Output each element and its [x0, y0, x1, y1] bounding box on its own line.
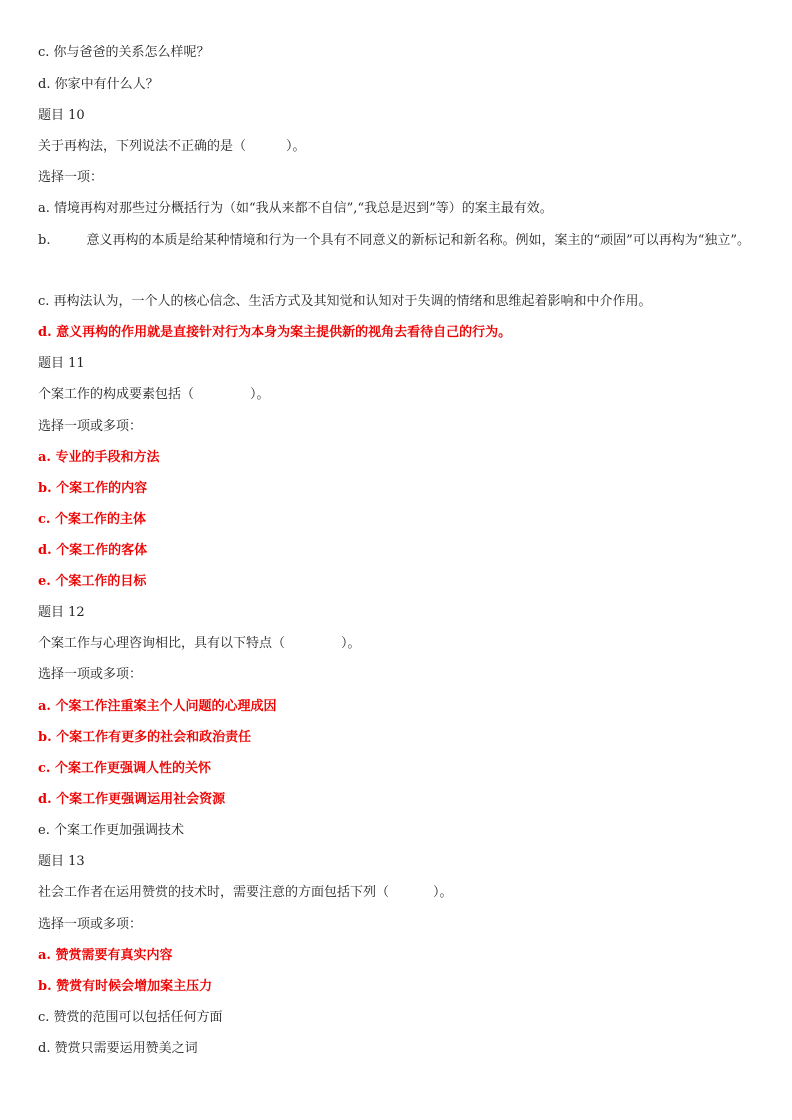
answer-option-b-q13: b. 赞赏有时候会增加案主压力 — [38, 979, 213, 994]
stem-end: ）。 — [433, 885, 453, 900]
option-c-q13: c. 赞赏的范围可以包括任何方面 — [38, 1010, 223, 1025]
answer-option-a-q13: a. 赞赏需要有真实内容 — [38, 948, 173, 963]
stem-end: ）。 — [250, 387, 270, 402]
answer-option-c-q12: c. 个案工作更强调人性的关怀 — [38, 761, 211, 776]
question-hint-11: 选择一项或多项： — [38, 419, 143, 434]
answer-option-d-q12: d. 个案工作更强调运用社会资源 — [38, 792, 226, 807]
stem-end: ）。 — [341, 636, 361, 651]
option-b-q10 — [38, 225, 758, 256]
question-stem-13 — [38, 884, 758, 902]
question-title-11: 题目 11 — [38, 356, 85, 371]
question-hint-10: 选择一项： — [38, 170, 104, 185]
stem-text: 个案工作与心理咨询相比，具有以下特点（ — [38, 636, 286, 651]
option-d-q13: d. 赞赏只需要运用赞美之词 — [38, 1041, 198, 1056]
answer-option-e-q11: e. 个案工作的目标 — [38, 574, 147, 589]
answer-option-c-q11: c. 个案工作的主体 — [38, 512, 146, 527]
option-label: b. — [38, 233, 51, 248]
question-title-12: 题目 12 — [38, 605, 85, 620]
question-title-10: 题目 10 — [38, 108, 85, 123]
stem-end: ）。 — [286, 139, 306, 154]
stem-text: 关于再构法，下列说法不正确的是（ — [38, 139, 247, 154]
answer-option-d-q11: d. 个案工作的客体 — [38, 543, 148, 558]
stem-text: 个案工作的构成要素包括（ — [38, 387, 195, 402]
answer-option-b-q12: b. 个案工作有更多的社会和政治责任 — [38, 730, 252, 745]
question-stem-11 — [38, 386, 758, 404]
answer-option-d-q10: d. 意义再构的作用就是直接针对行为本身为案主提供新的视角去看待自己的行为。 — [38, 325, 512, 340]
question-hint-13: 选择一项或多项： — [38, 917, 143, 932]
question-hint-12: 选择一项或多项： — [38, 667, 143, 682]
stem-text: 社会工作者在运用赞赏的技术时，需要注意的方面包括下列（ — [38, 885, 390, 900]
option-c-q10: c. 再构法认为，一个人的核心信念、生活方式及其知觉和认知对于失调的情绪和思维起着影响和中介作用。 — [38, 294, 652, 309]
option-d-q9: d. 你家中有什么人？ — [38, 77, 159, 92]
answer-option-b-q11: b. 个案工作的内容 — [38, 481, 148, 496]
question-stem-10 — [38, 138, 758, 156]
answer-option-a-q12: a. 个案工作注重案主个人问题的心理成因 — [38, 699, 277, 714]
option-a-q10: a. 情境再构对那些过分概括行为（如“我从来都不自信”,“我总是迟到”等）的案主最有效。 — [38, 201, 553, 216]
option-text: 意义再构的本质是给某种情境和行为一个具有不同意义的新标记和新名称。例如，案主的“顽固”可以再构为“独立”。 — [86, 233, 751, 248]
question-title-13: 题目 13 — [38, 854, 85, 869]
option-c-q9: c. 你与爸爸的关系怎么样呢？ — [38, 45, 210, 60]
option-e-q12: e. 个案工作更加强调技术 — [38, 823, 184, 838]
question-stem-12 — [38, 635, 758, 653]
answer-option-a-q11: a. 专业的手段和方法 — [38, 450, 160, 465]
